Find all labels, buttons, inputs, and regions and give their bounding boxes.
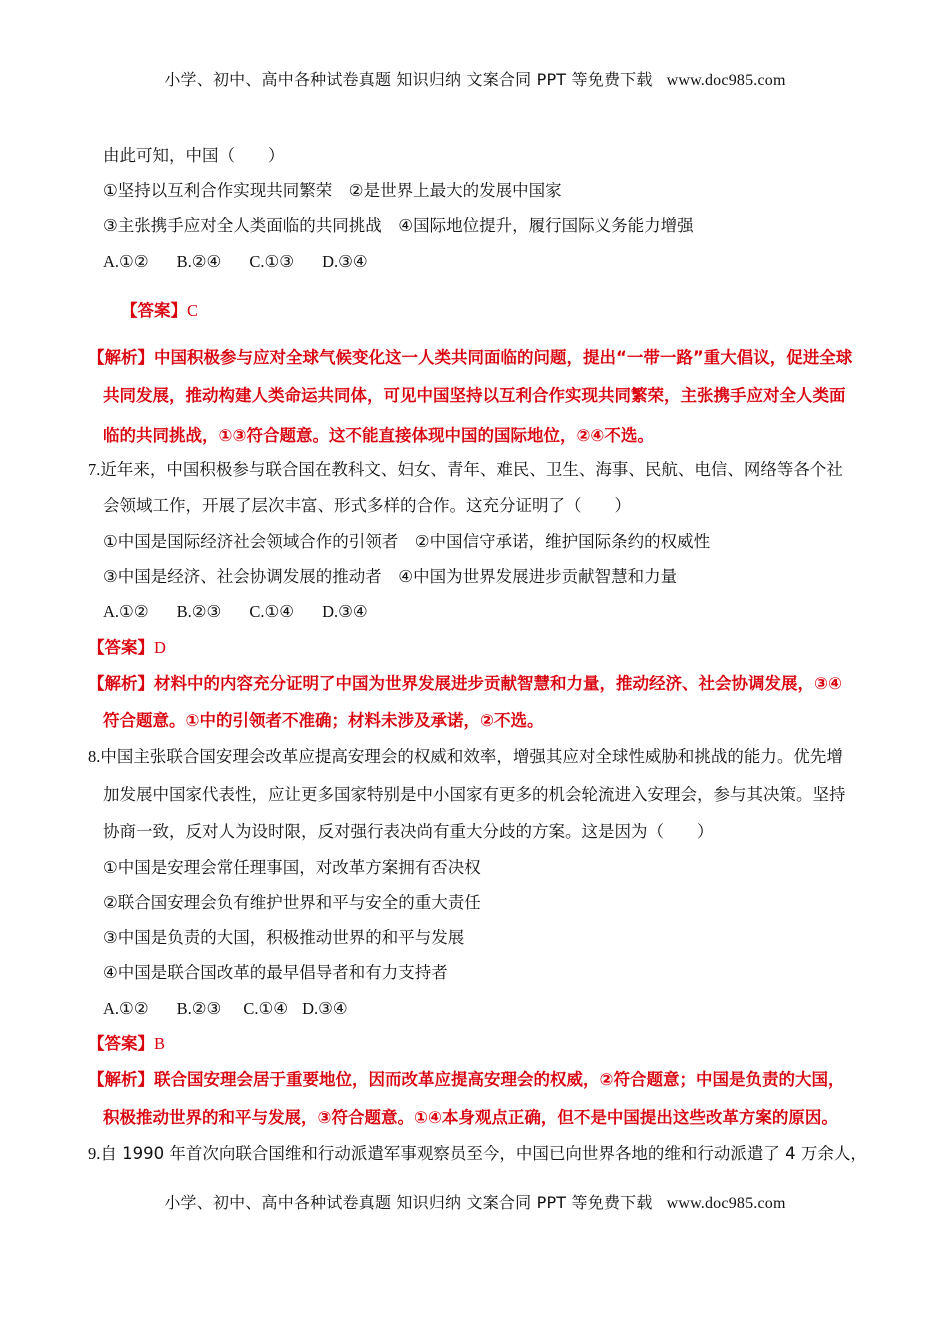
q8-stem-line-3: 协商一致，反对人为设时限，反对强行表决尚有重大分歧的方案。这是因为（ ） [103,822,714,841]
q7-stem-line-1 [88,458,843,482]
q6-option-a[interactable]: A.①② [103,252,149,271]
q8-statement-3: ③中国是负责的大国，积极推动世界的和平与发展 [103,928,465,947]
q8-statement-1: ①中国是安理会常任理事国，对改革方案拥有否决权 [103,858,481,877]
header-text: 小学、初中、高中各种试卷真题 知识归纳 文案合同 PPT 等免费下载 [164,70,653,89]
q7-answer-label: 【答案】 [88,638,154,657]
q7-stem-line-2: 会领域工作，开展了层次丰富、形式多样的合作。这充分证明了（ ） [103,496,631,515]
q6-analysis-line-1 [88,346,852,370]
q7-option-a[interactable]: A.①② [103,602,149,621]
q6-option-c[interactable]: C.①③ [249,252,295,271]
q8-answer-value: B [154,1034,166,1053]
q8-analysis-label: 【解析】 [88,1070,154,1089]
q6-analysis-text-1: 中国积极参与应对全球气候变化这一人类共同面临的问题，提出“一带一路”重大倡议，促进全球 [154,348,853,367]
q6-answer-label: 【答案】 [121,301,187,320]
footer-text: 小学、初中、高中各种试卷真题 知识归纳 文案合同 PPT 等免费下载 [164,1193,653,1212]
q6-analysis-label: 【解析】 [88,348,154,367]
q6-answer-value: C [187,301,199,320]
q7-statement-line-1: ①中国是国际经济社会领域合作的引领者 ②中国信守承诺，维护国际条约的权威性 [103,532,711,551]
q6-analysis-line-2: 共同发展，推动构建人类命运共同体，可见中国坚持以互利合作实现共同繁荣，主张携手应对全人类面 [103,386,846,405]
q8-answer-label: 【答案】 [88,1034,154,1053]
q7-options [103,600,396,624]
q9-stem-text-1: 自 1990 年首次向联合国维和行动派遣军事观察员至今，中国已向世界各地的维和行动派遣了 4 万余人， [100,1144,867,1163]
q8-number: 8. [88,747,101,766]
q8-statement-4: ④中国是联合国改革的最早倡导者和有力支持者 [103,963,448,982]
q7-analysis-line-1 [88,672,842,696]
q9-number: 9. [88,1144,101,1163]
q7-option-c[interactable]: C.①④ [249,602,295,621]
q7-statement-line-2: ③中国是经济、社会协调发展的推动者 ④中国为世界发展进步贡献智慧和力量 [103,567,678,586]
q6-stem: 由此可知，中国（ ） [103,146,285,165]
q7-answer [88,636,166,660]
header-url[interactable]: www.doc985.com [666,72,786,89]
q7-answer-value: D [154,638,166,657]
q6-statement-line-2: ③主张携手应对全人类面临的共同挑战 ④国际地位提升，履行国际义务能力增强 [103,216,694,235]
q8-analysis-line-1 [88,1068,844,1092]
q6-analysis-line-3: 临的共同挑战，①③符合题意。这不能直接体现中国的国际地位，②④不选。 [103,426,654,445]
q6-options [103,250,396,274]
q9-stem-line-1 [88,1142,867,1166]
q7-option-b[interactable]: B.②③ [176,602,222,621]
q8-option-c[interactable]: C.①④ [243,999,289,1018]
q6-option-b[interactable]: B.②④ [176,252,222,271]
q7-analysis-label: 【解析】 [88,674,154,693]
q8-analysis-text-1: 联合国安理会居于重要地位，因而改革应提高安理会的权威，②符合题意；中国是负责的大国， [154,1070,845,1089]
q7-number: 7. [88,460,101,479]
q8-option-b[interactable]: B.②③ [176,999,222,1018]
q6-answer [121,299,198,323]
q8-stem-line-1 [88,745,843,769]
page-footer [0,1190,950,1213]
q8-analysis-line-2: 积极推动世界的和平与发展，③符合题意。①④本身观点正确，但不是中国提出这些改革方案的原因。 [103,1108,838,1127]
q8-stem-text-1: 中国主张联合国安理会改革应提高安理会的权威和效率，增强其应对全球性威胁和挑战的能力。优先增 [100,747,843,766]
footer-url[interactable]: www.doc985.com [666,1195,786,1212]
q8-stem-line-2: 加发展中国家代表性，应让更多国家特别是中小国家有更多的机会轮流进入安理会，参与其决策。坚持 [103,785,846,804]
page-header [0,67,950,90]
q8-options [103,997,362,1021]
q6-statement-line-1: ①坚持以互利合作实现共同繁荣 ②是世界上最大的发展中国家 [103,181,562,200]
q7-option-d[interactable]: D.③④ [322,602,368,621]
q7-analysis-line-2: 符合题意。①中的引领者不准确；材料未涉及承诺，②不选。 [103,711,544,730]
q8-answer [88,1032,165,1056]
q8-option-d[interactable]: D.③④ [302,999,348,1018]
q8-statement-2: ②联合国安理会负有维护世界和平与安全的重大责任 [103,893,481,912]
q8-option-a[interactable]: A.①② [103,999,149,1018]
q7-stem-text-1: 近年来，中国积极参与联合国在教科文、妇女、青年、难民、卫生、海事、民航、电信、网络等各个社 [100,460,843,479]
q6-option-d[interactable]: D.③④ [322,252,368,271]
q7-analysis-text-1: 材料中的内容充分证明了中国为世界发展进步贡献智慧和力量，推动经济、社会协调发展，③④ [154,674,842,693]
